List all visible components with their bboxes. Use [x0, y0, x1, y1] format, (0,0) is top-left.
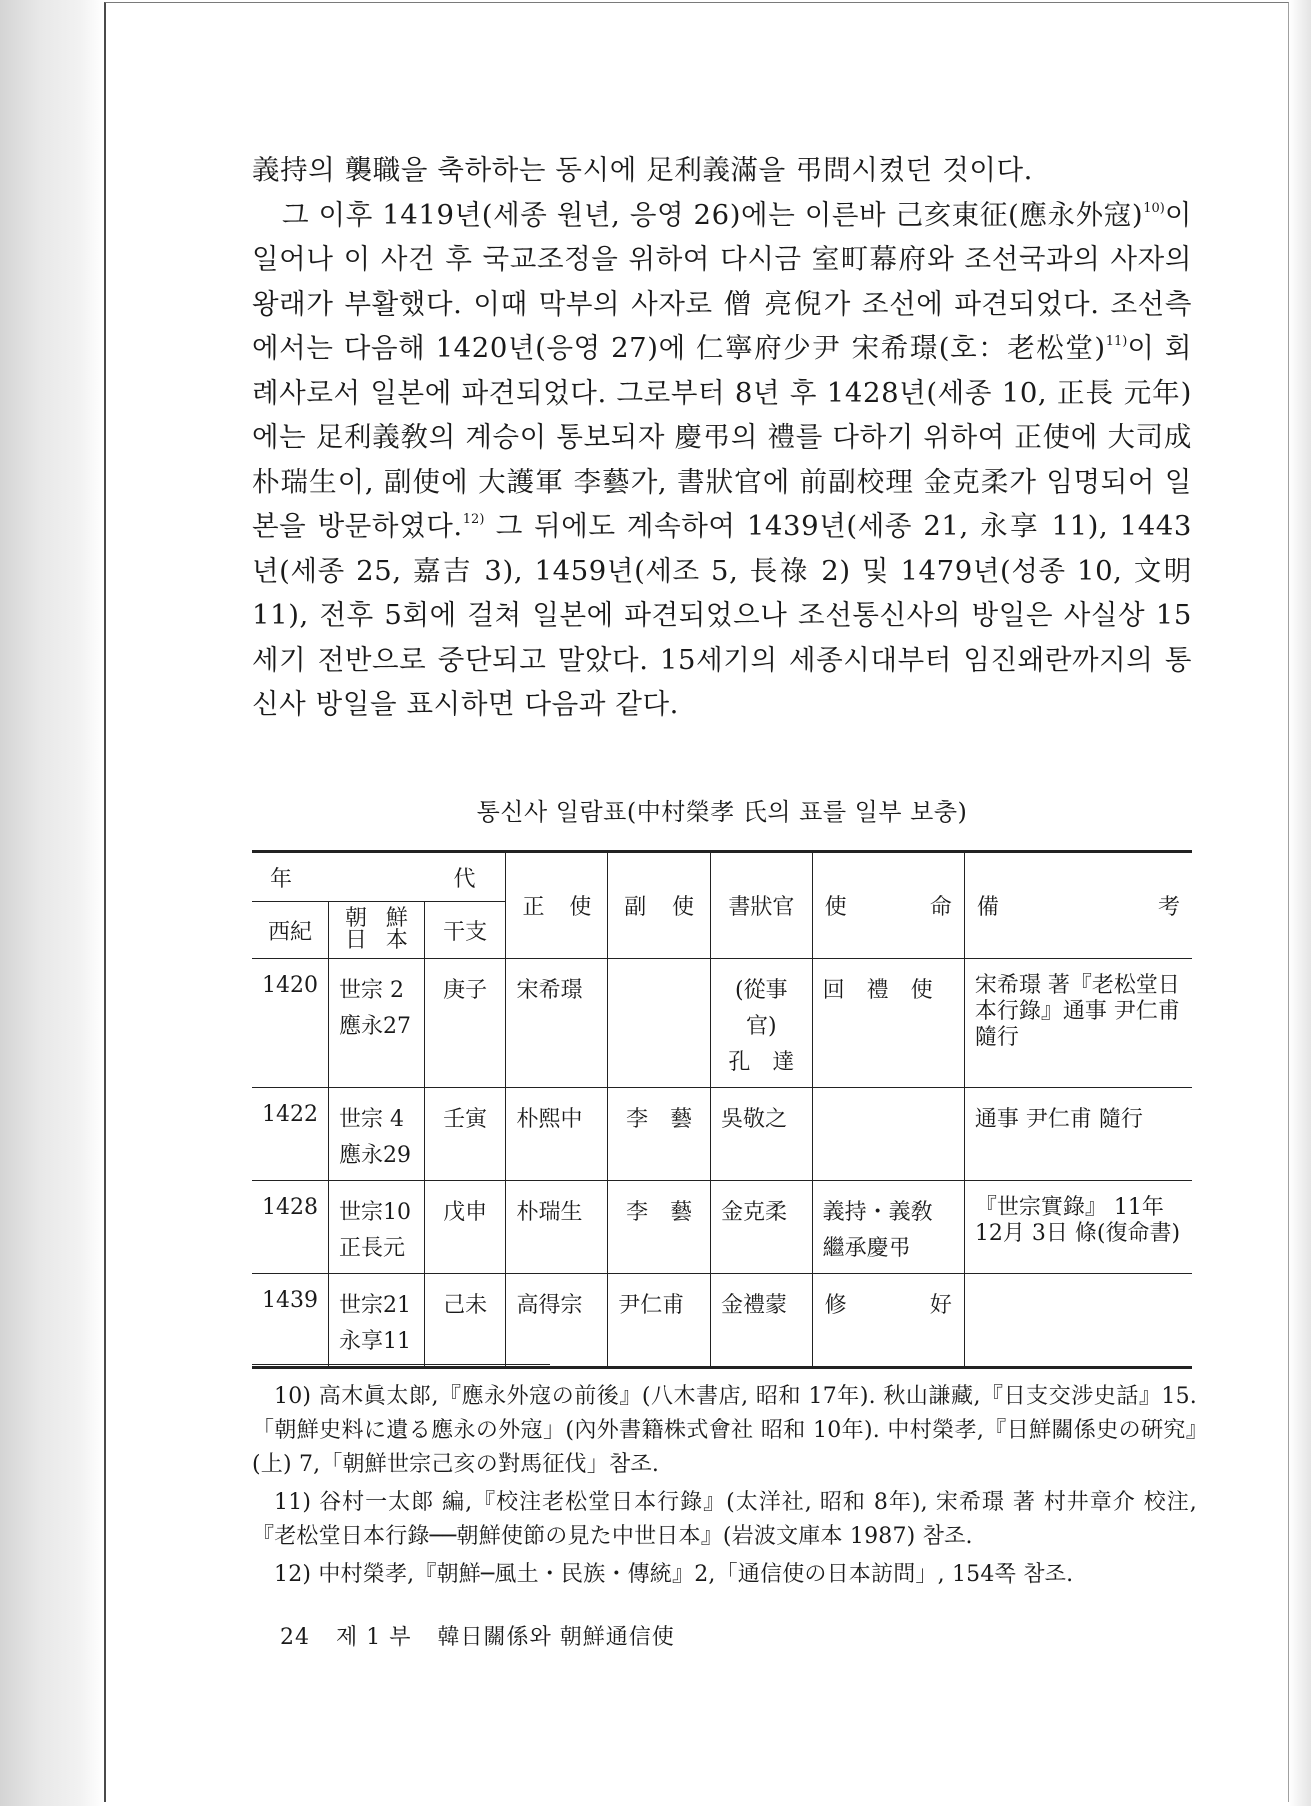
cell-ganji: 庚子	[424, 959, 506, 1088]
header-seiki	[252, 902, 329, 959]
footnote-ref-11[interactable]: 11)	[1105, 334, 1128, 349]
cell-year: 1422	[252, 1088, 329, 1181]
cell-remarks: 通事 尹仁甫 隨行	[964, 1088, 1192, 1181]
cell-mission-line-2: 繼承慶弔	[822, 1236, 911, 1261]
header-era	[252, 852, 506, 902]
cell-remarks: 『世宗實錄』 11年12月 3日 條(復命書)	[964, 1181, 1192, 1274]
cell-shojokan-line-2: 孔 達	[728, 1050, 795, 1075]
page-gutter-shadow	[0, 0, 104, 1806]
footnote-ref-10[interactable]: 10)	[1143, 200, 1165, 216]
header-ganji-label: 干支	[443, 919, 488, 945]
cell-era-joseon: 世宗10	[339, 1200, 411, 1225]
header-era-char-2: 代	[453, 866, 476, 892]
cell-seishi: 宋希璟	[506, 959, 608, 1088]
cell-fukushi: 李 藝	[608, 1088, 711, 1181]
footnote-12: 12) 中村榮孝,『朝鮮─風土・民族・傳統』2,「通信使の日本訪問」, 154쪽 참조.	[274, 1562, 1074, 1587]
cell-remarks	[964, 1274, 1192, 1368]
header-biko-char-1: 備	[976, 895, 999, 920]
cell-era-nihon: 應永27	[339, 1014, 411, 1039]
header-era-char-1: 年	[270, 866, 293, 892]
footnote-10: 10) 高木眞太郞,『應永外寇の前後』(八木書店, 昭和 17年). 秋山謙藏,『日支交涉史話』15.「朝鮮史料に遺る應永の外寇」(內外書籍株式會社 昭和 10年). 中村榮孝,『日鮮關係史の硏究』(上) 7,「朝鮮世宗己亥の對馬征伐」참조.	[252, 1384, 1197, 1477]
paragraph-2	[252, 193, 1192, 727]
cell-mission: 回 禮 使	[812, 959, 964, 1088]
header-seishi-char-1: 正	[522, 895, 545, 920]
footnotes	[252, 1380, 1197, 1596]
envoy-table	[252, 850, 1192, 1369]
cell-mission-char-1: 修	[824, 1293, 847, 1318]
table-title: 통신사 일람표(中村榮孝 氏의 표를 일부 보충)	[476, 798, 968, 826]
footnote-11: 11) 谷村一太郞 編,『校注老松堂日本行錄』(太洋社, 昭和 8年), 宋希璟 著 村井章介 校注,『老松堂日本行錄──朝鮮使節の見た中世日本』(岩波文庫本 1987) 참조.	[252, 1490, 1197, 1549]
cell-remarks: 宋希璟 著『老松堂日本行錄』通事 尹仁甫隨行	[964, 959, 1192, 1088]
cell-era	[329, 959, 425, 1088]
cell-fukushi	[608, 959, 711, 1088]
cell-ganji: 壬寅	[424, 1088, 506, 1181]
paragraph-2-part-a: 그 이후 1419년(세종 원년, 응영 26)에는 이른바 己亥東征(應永外寇)	[282, 198, 1144, 231]
header-nihon-char-2: 本	[385, 928, 408, 953]
cell-era-nihon: 應永29	[339, 1143, 411, 1168]
cell-shojokan	[711, 959, 813, 1088]
cell-seishi: 朴瑞生	[506, 1181, 608, 1274]
paragraph-2-part-d: 그 뒤에도 계속하여 1439년(세종 21, 永享 11), 1443년(세종 25, 嘉吉 3), 1459년(세조 5, 長祿 2) 및 1479년(성종 10, 文明 11), 전후 5회에 걸쳐 일본에 파견되었으나 조선통신사의 방일은 사실상 15세기 전반으로 중단되고 말았다. 15세기의 세종시대부터 임진왜란까지의 통신사 방일을 표시하면 다음과 같다.	[252, 510, 1192, 720]
footnote-divider	[252, 1364, 550, 1365]
cell-era	[329, 1181, 425, 1274]
part-title: 韓日關係와 朝鮮通信使	[437, 1625, 675, 1650]
cell-fukushi: 李 藝	[608, 1181, 711, 1274]
header-joseon-nihon	[329, 902, 425, 959]
header-shimei-char-1: 使	[824, 895, 847, 920]
cell-year: 1428	[252, 1181, 329, 1274]
header-joseon-char-1: 朝	[345, 906, 368, 931]
cell-era	[329, 1274, 425, 1368]
header-fukushi	[608, 852, 711, 959]
header-shojokan-label: 書狀官	[728, 895, 795, 920]
cell-mission	[812, 1274, 964, 1368]
header-fukushi-char-2: 使	[671, 895, 694, 920]
footnote-ref-12[interactable]: 12)	[462, 512, 485, 527]
cell-mission	[812, 1088, 964, 1181]
cell-mission-line-1: 義持・義敎	[822, 1200, 933, 1225]
cell-year: 1420	[252, 959, 329, 1088]
header-shojokan	[711, 852, 813, 959]
header-nihon-char-1: 日	[345, 928, 368, 953]
header-ganji	[424, 902, 506, 959]
cell-ganji: 戊申	[424, 1181, 506, 1274]
header-biko-char-2: 考	[1157, 895, 1180, 920]
page-number: 24	[280, 1625, 310, 1650]
paragraph-2-part-c: 이 회례사로서 일본에 파견되었다. 그로부터 8년 후 1428년(세종 10, 正長 元年)에는 足利義敎의 계승이 통보되자 慶弔의 禮를 다하기 위하여 正使에 大司成 朴瑞生이, 副使에 大護軍 李藝가, 書狀官에 前副校理 金克柔가 임명되어 일본을 방문하였다.	[252, 332, 1192, 542]
header-shimei-char-2: 命	[929, 895, 952, 920]
cell-era-nihon: 永享11	[339, 1329, 411, 1354]
paragraph-2-part-b: 이 일어나 이 사건 후 국교조정을 위하여 다시금 室町幕府와 조선국과의 사자의 왕래가 부활했다. 이때 막부의 사자로 僧 亮倪가 조선에 파견되었다. 조선측에서는 다음해 1420년(응영 27)에 仁寧府少尹 宋希璟(호：老松堂)	[252, 198, 1192, 364]
table-row	[252, 1274, 1192, 1368]
cell-shojokan: 金克柔	[711, 1181, 813, 1274]
table-row	[252, 1088, 1192, 1181]
header-seiki-label: 西紀	[267, 919, 312, 945]
header-biko	[964, 852, 1192, 959]
cell-seishi: 朴熙中	[506, 1088, 608, 1181]
page-right-shadow	[1289, 0, 1311, 1806]
header-fukushi-char-1: 副	[624, 895, 647, 920]
cell-era	[329, 1088, 425, 1181]
header-joseon-char-2: 鮮	[385, 906, 408, 931]
cell-era-joseon: 世宗 2	[339, 978, 404, 1003]
table-row	[252, 959, 1192, 1088]
cell-shojokan-line-1: (從事官)	[735, 978, 788, 1039]
cell-mission	[812, 1181, 964, 1274]
cell-era-joseon: 世宗21	[339, 1293, 411, 1318]
cell-era-nihon: 正長元	[339, 1236, 406, 1261]
cell-mission-char-2: 好	[929, 1293, 952, 1318]
header-seishi	[506, 852, 608, 959]
paragraph-1: 義持의 襲職을 축하하는 동시에 足利義滿을 弔問시켰던 것이다.	[252, 154, 1034, 186]
cell-ganji: 己未	[424, 1274, 506, 1368]
cell-seishi: 高得宗	[506, 1274, 608, 1368]
cell-era-joseon: 世宗 4	[339, 1107, 404, 1132]
header-seishi-char-2: 使	[569, 895, 592, 920]
header-shimei	[812, 852, 964, 959]
table-row	[252, 1181, 1192, 1274]
table-header-row-1	[252, 852, 1192, 902]
body-text	[252, 148, 1192, 727]
cell-shojokan: 金禮蒙	[711, 1274, 813, 1368]
cell-fukushi: 尹仁甫	[608, 1274, 711, 1368]
cell-year: 1439	[252, 1274, 329, 1368]
part-label: 제 1 부	[336, 1625, 412, 1650]
cell-shojokan: 吳敬之	[711, 1088, 813, 1181]
running-footer	[280, 1620, 693, 1651]
